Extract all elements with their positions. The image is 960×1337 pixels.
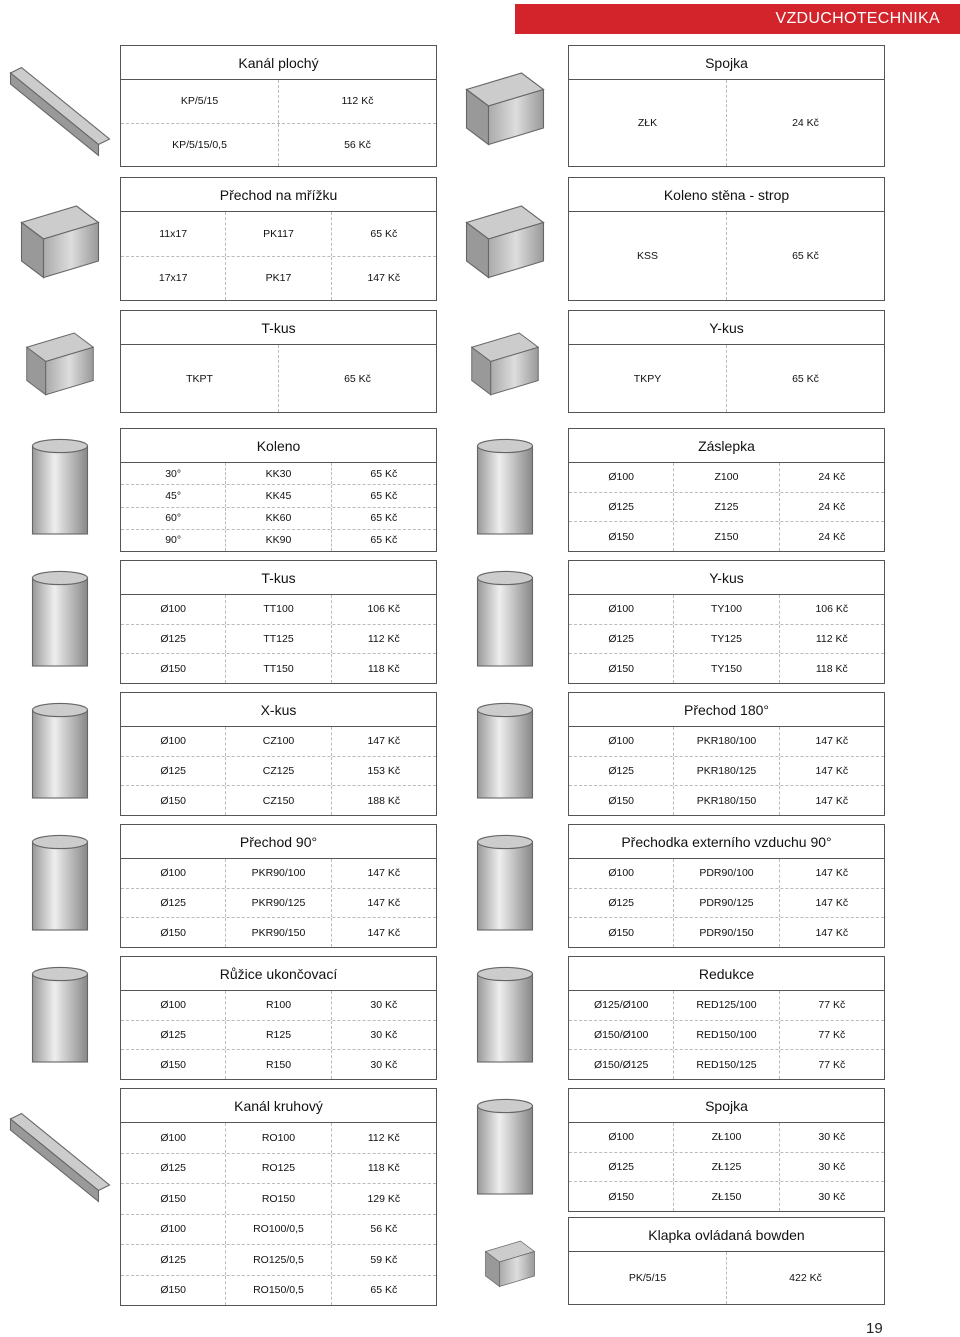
table-cell: Ø125	[160, 1162, 186, 1175]
price-table	[568, 177, 885, 301]
table-row	[569, 212, 884, 300]
table-row	[121, 624, 436, 654]
table-row	[121, 507, 436, 529]
product-icon	[5, 181, 115, 297]
table-row	[569, 1123, 884, 1152]
table-cell: 147 Kč	[779, 757, 884, 786]
table-cell: Ø125	[608, 633, 634, 645]
table-row	[569, 888, 884, 918]
table-cell: 112 Kč	[331, 1123, 436, 1153]
table-title: T-kus	[121, 561, 436, 595]
table-cell: 112 Kč	[278, 80, 436, 123]
table-cell: Ø100	[608, 1131, 634, 1144]
table-cell: Ø150	[608, 662, 634, 675]
product-image	[450, 432, 560, 548]
table-cell: 112 Kč	[779, 625, 884, 654]
table-cell: ZŁ150	[673, 1182, 778, 1211]
product-image	[450, 564, 560, 680]
product-icon	[5, 960, 115, 1076]
table-cell: Ø150	[160, 1058, 186, 1071]
table-cell: Ø150	[160, 794, 186, 807]
table-cell: TY125	[673, 625, 778, 654]
table-row	[121, 80, 436, 123]
table-row	[121, 256, 436, 301]
table-cell: PK17	[225, 257, 330, 301]
product-icon	[460, 1227, 560, 1297]
table-title: Spojka	[569, 1089, 884, 1123]
product-image	[460, 1227, 560, 1297]
table-row	[121, 888, 436, 918]
table-cell: PKR180/125	[673, 757, 778, 786]
table-cell: KK60	[225, 508, 330, 529]
table-row	[121, 991, 436, 1020]
product-image	[450, 696, 560, 812]
price-table	[120, 310, 437, 413]
table-cell: PKR90/100	[225, 859, 330, 888]
table-cell: Ø100	[160, 1223, 186, 1236]
table-row	[569, 1181, 884, 1211]
table-row	[121, 1123, 436, 1153]
table-cell: PDR90/125	[673, 889, 778, 918]
table-cell: KSS	[636, 250, 658, 262]
product-icon	[5, 828, 115, 944]
price-table	[568, 45, 885, 167]
table-cell: TY100	[673, 595, 778, 624]
table-cell: ZŁ125	[673, 1153, 778, 1182]
table-cell: KP/5/15/0,5	[172, 138, 227, 151]
table-cell: 129 Kč	[331, 1184, 436, 1214]
table-title: Růžice ukončovací	[121, 957, 436, 991]
table-cell: Ø100	[160, 735, 186, 748]
table-cell: 65 Kč	[331, 1276, 436, 1306]
table-cell: PKR90/150	[225, 918, 330, 947]
table-cell: Ø100	[160, 603, 186, 616]
table-cell: Ø150/Ø125	[594, 1058, 649, 1071]
table-cell: 106 Kč	[779, 595, 884, 624]
table-row	[569, 1020, 884, 1050]
table-row	[121, 785, 436, 815]
section-banner: VZDUCHOTECHNIKA	[515, 4, 960, 34]
table-cell: 30 Kč	[779, 1123, 884, 1152]
table-row	[121, 484, 436, 506]
table-cell: 56 Kč	[278, 124, 436, 167]
table-cell: Ø125	[608, 897, 634, 909]
table-title: Kanál plochý	[121, 46, 436, 80]
table-cell: R125	[225, 1021, 330, 1050]
table-row	[121, 653, 436, 683]
product-icon	[5, 1092, 115, 1212]
table-cell: RO100/0,5	[225, 1215, 330, 1245]
table-row	[569, 859, 884, 888]
product-icon	[450, 432, 560, 548]
price-table	[120, 956, 437, 1080]
table-cell: KP/5/15	[180, 95, 219, 108]
product-image	[5, 828, 115, 944]
table-cell: Ø125/Ø100	[594, 999, 649, 1012]
table-row	[569, 756, 884, 786]
table-cell: RO125	[225, 1154, 330, 1184]
table-title: T-kus	[121, 311, 436, 345]
table-title: Přechod 90°	[121, 825, 436, 859]
table-cell: Ø150	[608, 794, 634, 807]
table-cell: 118 Kč	[331, 1154, 436, 1184]
table-cell: PKR180/100	[673, 727, 778, 756]
table-cell: RO150	[225, 1184, 330, 1214]
table-row	[121, 859, 436, 888]
table-cell: 24 Kč	[779, 493, 884, 522]
table-cell: 106 Kč	[331, 595, 436, 624]
table-row	[569, 521, 884, 551]
product-image	[450, 49, 560, 163]
table-row	[121, 212, 436, 256]
table-row	[569, 463, 884, 492]
table-cell: Ø100	[160, 1131, 186, 1144]
table-cell: 147 Kč	[779, 786, 884, 815]
table-cell: 30 Kč	[331, 1050, 436, 1079]
table-cell: Ø150	[608, 1190, 634, 1203]
product-icon	[450, 314, 560, 409]
table-cell: Ø150	[608, 530, 634, 543]
table-row	[569, 1049, 884, 1079]
table-cell: 30 Kč	[779, 1182, 884, 1211]
product-image	[5, 49, 115, 163]
table-cell: R150	[225, 1050, 330, 1079]
table-cell: KK90	[225, 530, 330, 551]
table-row	[569, 345, 884, 412]
product-icon	[450, 181, 560, 297]
table-cell: 65 Kč	[331, 508, 436, 529]
page-number: 19	[866, 1320, 883, 1337]
table-cell: 118 Kč	[779, 654, 884, 683]
price-table	[568, 692, 885, 816]
table-cell: Ø150	[160, 662, 186, 675]
table-cell: 60°	[165, 512, 182, 525]
table-cell: 147 Kč	[779, 889, 884, 918]
table-cell: RED150/125	[673, 1050, 778, 1079]
table-cell: Z125	[673, 493, 778, 522]
table-cell: TY150	[673, 654, 778, 683]
product-image	[450, 960, 560, 1076]
table-cell: 24 Kč	[779, 463, 884, 492]
table-cell: 30 Kč	[779, 1153, 884, 1182]
table-cell: TT100	[225, 595, 330, 624]
table-cell: RED150/100	[673, 1021, 778, 1050]
table-cell: Z150	[673, 522, 778, 551]
table-cell: ZŁK	[637, 117, 658, 129]
price-table	[120, 1088, 437, 1306]
table-cell: 11x17	[159, 227, 188, 240]
table-cell: 65 Kč	[278, 345, 436, 412]
table-cell: 147 Kč	[779, 918, 884, 947]
table-title: Spojka	[569, 46, 884, 80]
table-cell: Ø150	[160, 1284, 186, 1297]
table-cell: CZ125	[225, 757, 330, 786]
table-row	[569, 785, 884, 815]
table-title: Y-kus	[569, 311, 884, 345]
table-row	[121, 1183, 436, 1214]
product-image	[5, 960, 115, 1076]
table-cell: Ø100	[608, 471, 634, 484]
table-title: Záslepka	[569, 429, 884, 463]
product-icon	[450, 564, 560, 680]
table-row	[121, 1049, 436, 1079]
table-row	[121, 1020, 436, 1050]
price-table	[568, 1088, 885, 1212]
table-cell: CZ150	[225, 786, 330, 815]
table-cell: 24 Kč	[779, 522, 884, 551]
price-table	[568, 1217, 885, 1305]
product-icon	[450, 696, 560, 812]
product-icon	[450, 49, 560, 163]
table-cell: PKR180/150	[673, 786, 778, 815]
table-cell: TKPY	[633, 372, 662, 385]
product-image	[450, 314, 560, 409]
product-image	[450, 1092, 560, 1208]
table-cell: 65 Kč	[331, 463, 436, 484]
table-row	[121, 1275, 436, 1306]
table-cell: Ø150	[160, 1192, 186, 1205]
table-cell: 112 Kč	[331, 625, 436, 654]
table-row	[121, 123, 436, 167]
table-cell: 65 Kč	[331, 485, 436, 506]
table-title: Y-kus	[569, 561, 884, 595]
table-row	[121, 345, 436, 412]
table-row	[569, 624, 884, 654]
table-cell: TT150	[225, 654, 330, 683]
product-icon	[5, 49, 115, 163]
table-cell: 59 Kč	[331, 1245, 436, 1275]
table-cell: 30 Kč	[331, 1021, 436, 1050]
table-row	[569, 1152, 884, 1182]
product-icon	[450, 960, 560, 1076]
table-cell: PDR90/100	[673, 859, 778, 888]
table-title: Redukce	[569, 957, 884, 991]
product-image	[450, 828, 560, 944]
table-title: Přechod na mřížku	[121, 178, 436, 212]
table-cell: Ø125	[160, 897, 186, 909]
table-title: Klapka ovládaná bowden	[569, 1218, 884, 1252]
table-row	[121, 756, 436, 786]
price-table	[568, 560, 885, 684]
table-cell: Ø100	[608, 603, 634, 616]
product-icon	[5, 314, 115, 409]
table-title: Koleno stěna - strop	[569, 178, 884, 212]
table-cell: Ø125	[160, 633, 186, 645]
product-icon	[450, 1092, 560, 1208]
table-cell: RED125/100	[673, 991, 778, 1020]
table-cell: 147 Kč	[331, 727, 436, 756]
table-title: Koleno	[121, 429, 436, 463]
product-image	[5, 696, 115, 812]
table-row	[569, 595, 884, 624]
table-cell: 147 Kč	[331, 859, 436, 888]
table-cell: 77 Kč	[779, 991, 884, 1020]
table-title: Kanál kruhový	[121, 1089, 436, 1123]
table-row	[121, 917, 436, 947]
table-cell: RO125/0,5	[225, 1245, 330, 1275]
table-cell: Ø100	[160, 999, 186, 1012]
table-cell: Z100	[673, 463, 778, 492]
table-cell: 90°	[165, 534, 182, 547]
table-row	[569, 1252, 884, 1304]
table-row	[121, 463, 436, 484]
price-table	[568, 956, 885, 1080]
table-cell: Ø125	[160, 765, 186, 777]
price-table	[120, 45, 437, 167]
table-title: X-kus	[121, 693, 436, 727]
table-cell: Ø125	[608, 501, 634, 513]
table-cell: PK117	[225, 212, 330, 256]
table-cell: TKPT	[186, 372, 213, 385]
product-image	[450, 181, 560, 297]
table-cell: PK/5/15	[628, 1272, 667, 1284]
table-cell: Ø150	[160, 926, 186, 939]
table-cell: 422 Kč	[726, 1252, 884, 1304]
table-cell: 153 Kč	[331, 757, 436, 786]
table-cell: RO150/0,5	[225, 1276, 330, 1306]
table-cell: 24 Kč	[726, 80, 884, 166]
table-cell: PDR90/150	[673, 918, 778, 947]
table-row	[569, 653, 884, 683]
price-table	[568, 824, 885, 948]
table-cell: 147 Kč	[779, 859, 884, 888]
table-row	[121, 529, 436, 551]
table-cell: 65 Kč	[726, 345, 884, 412]
price-table	[120, 560, 437, 684]
table-cell: 65 Kč	[331, 530, 436, 551]
table-row	[569, 727, 884, 756]
price-table	[120, 428, 437, 552]
table-title: Přechodka externího vzduchu 90°	[569, 825, 884, 859]
table-cell: RO100	[225, 1123, 330, 1153]
price-table	[120, 177, 437, 301]
table-cell: 45°	[165, 489, 182, 502]
price-table	[568, 428, 885, 552]
table-cell: 118 Kč	[331, 654, 436, 683]
table-cell: Ø100	[608, 735, 634, 748]
table-cell: KK30	[225, 463, 330, 484]
table-cell: 147 Kč	[331, 889, 436, 918]
table-cell: KK45	[225, 485, 330, 506]
table-cell: Ø150	[608, 926, 634, 939]
table-cell: Ø125	[160, 1253, 186, 1266]
table-row	[121, 1153, 436, 1184]
table-cell: TT125	[225, 625, 330, 654]
table-cell: Ø125	[608, 765, 634, 777]
table-cell: Ø125	[608, 1161, 634, 1173]
table-cell: 147 Kč	[779, 727, 884, 756]
table-cell: R100	[225, 991, 330, 1020]
table-cell: 30°	[165, 467, 182, 480]
price-table	[120, 692, 437, 816]
product-image	[5, 181, 115, 297]
table-row	[569, 917, 884, 947]
table-row	[569, 991, 884, 1020]
table-cell: PKR90/125	[225, 889, 330, 918]
table-cell: 147 Kč	[331, 918, 436, 947]
table-cell: 17x17	[158, 272, 188, 285]
product-icon	[450, 828, 560, 944]
price-table	[568, 310, 885, 413]
product-icon	[5, 564, 115, 680]
table-row	[121, 1244, 436, 1275]
table-cell: 147 Kč	[331, 257, 436, 301]
table-row	[121, 595, 436, 624]
table-cell: Ø100	[160, 867, 186, 880]
table-row	[569, 492, 884, 522]
table-title: Přechod 180°	[569, 693, 884, 727]
table-cell: 77 Kč	[779, 1021, 884, 1050]
table-cell: 77 Kč	[779, 1050, 884, 1079]
table-cell: Ø125	[160, 1029, 186, 1041]
product-icon	[5, 432, 115, 548]
table-cell: 56 Kč	[331, 1215, 436, 1245]
table-cell: Ø100	[608, 867, 634, 880]
table-cell: ZŁ100	[673, 1123, 778, 1152]
table-cell: Ø150/Ø100	[594, 1029, 649, 1041]
table-cell: CZ100	[225, 727, 330, 756]
product-image	[5, 432, 115, 548]
table-cell: 30 Kč	[331, 991, 436, 1020]
table-row	[121, 1214, 436, 1245]
table-row	[569, 80, 884, 166]
product-image	[5, 1092, 115, 1212]
table-cell: 65 Kč	[726, 212, 884, 300]
table-cell: 65 Kč	[331, 212, 436, 256]
price-table	[120, 824, 437, 948]
product-image	[5, 314, 115, 409]
product-image	[5, 564, 115, 680]
product-icon	[5, 696, 115, 812]
table-row	[121, 727, 436, 756]
table-cell: 188 Kč	[331, 786, 436, 815]
